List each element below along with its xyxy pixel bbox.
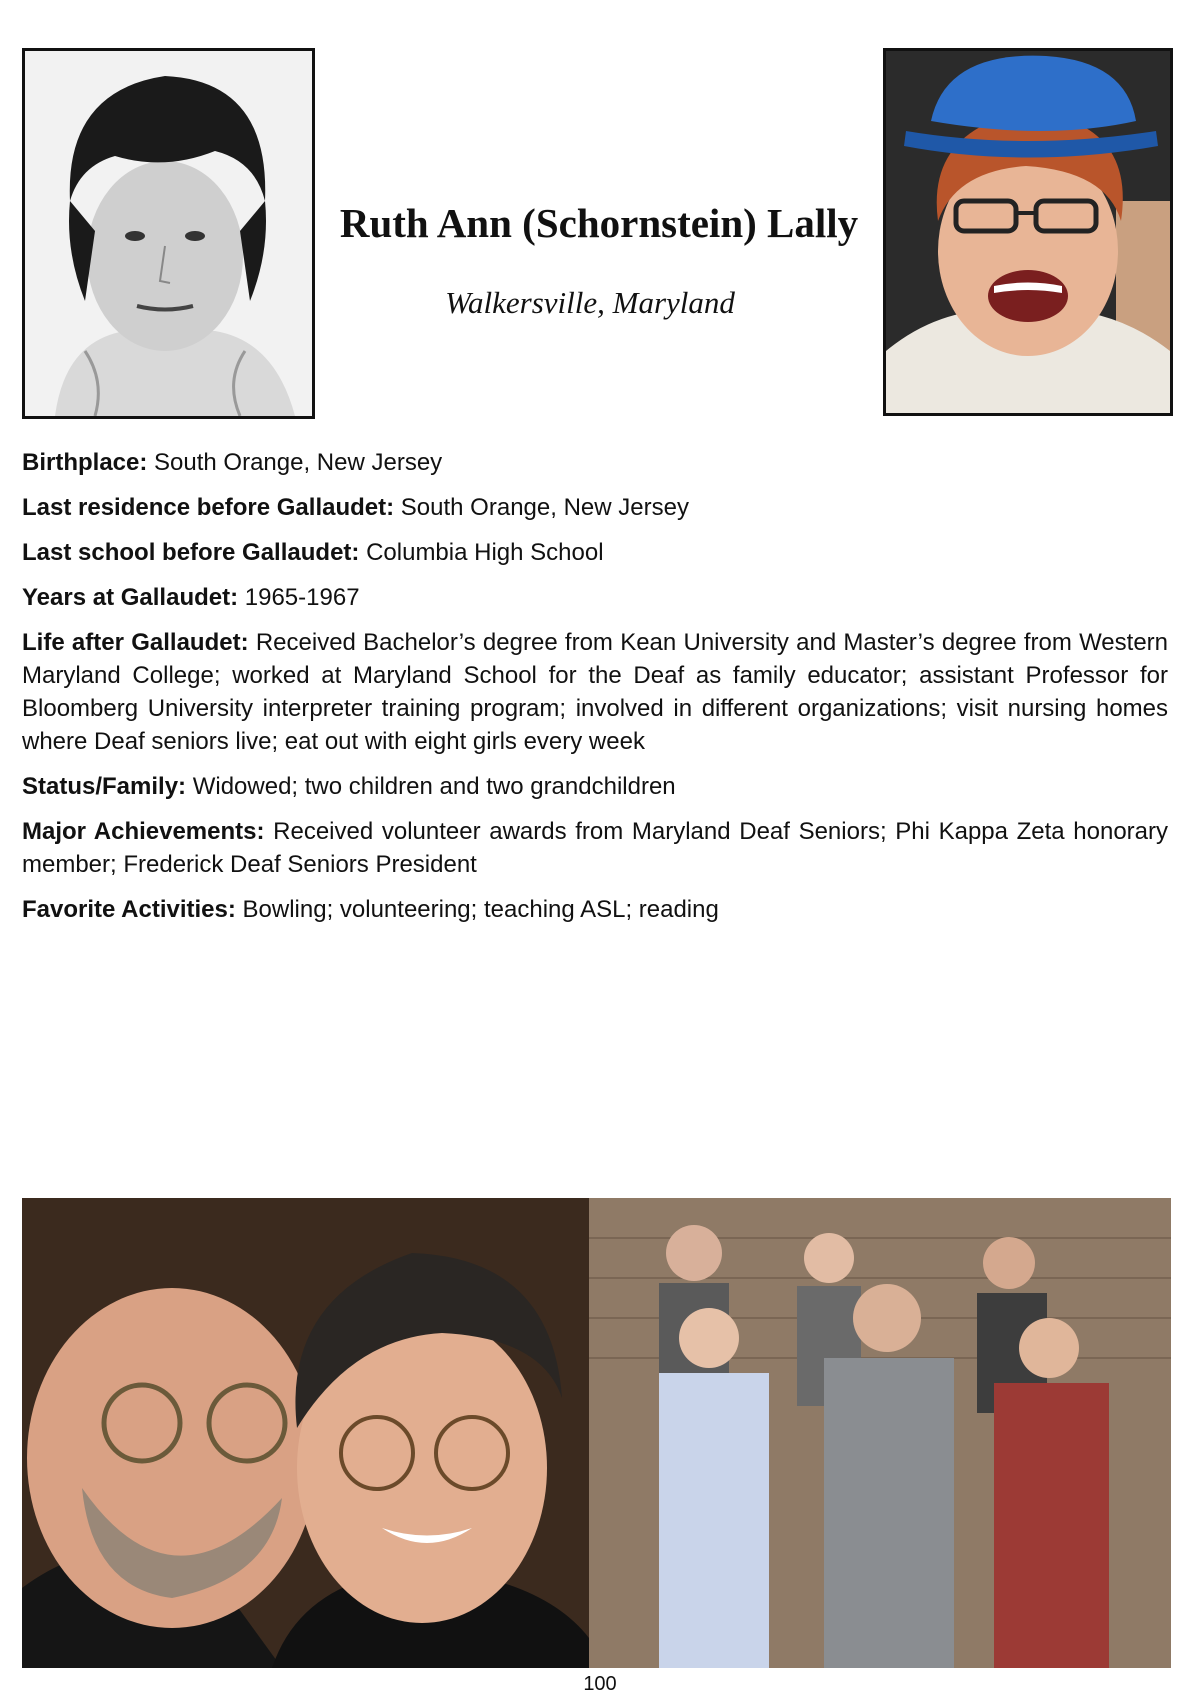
bio-label: Favorite Activities: <box>22 896 236 923</box>
bio-value: Received volunteer awards from Maryland Deaf Seniors; Phi Kappa Zeta honorary member; Frederick Deaf Seniors President <box>22 818 1169 878</box>
page-number: 100 <box>583 1673 617 1695</box>
bio-life-after-gallaudet <box>22 626 1168 758</box>
bio-value: South Orange, New Jersey <box>154 449 443 476</box>
bio-value: 1965-1967 <box>244 584 360 611</box>
family-image <box>589 1198 1171 1668</box>
bio-major-achievements <box>22 815 1168 881</box>
biography-section <box>22 446 1168 938</box>
family-photo <box>589 1198 1171 1668</box>
bio-label: Major Achievements: <box>22 818 265 845</box>
yearbook-portrait-image <box>25 51 312 416</box>
couple-image <box>22 1198 589 1668</box>
bio-value: Bowling; volunteering; teaching ASL; reading <box>242 896 719 923</box>
bio-birthplace <box>22 446 1168 479</box>
bio-value: Columbia High School <box>366 539 604 566</box>
bio-status-family <box>22 770 1168 803</box>
bio-favorite-activities <box>22 893 1168 926</box>
bio-label: Birthplace: <box>22 449 148 476</box>
recent-portrait-image <box>886 51 1170 413</box>
bio-last-residence <box>22 491 1168 524</box>
yearbook-portrait-photo <box>22 48 315 419</box>
couple-photo <box>22 1198 589 1668</box>
bio-label: Life after Gallaudet: <box>22 629 249 656</box>
profile-name: Ruth Ann (Schornstein) Lally <box>339 200 859 246</box>
bio-value: South Orange, New Jersey <box>400 494 689 521</box>
bio-value: Widowed; two children and two grandchildren <box>192 773 676 800</box>
bio-label: Last school before Gallaudet: <box>22 539 360 566</box>
bio-value: Received Bachelor’s degree from Kean University and Master’s degree from Western Maryland College; worked at Maryland School for the Deaf as family educator; assistant Professor for Bloomberg University interpreter training program; involved in different organizations; visit nursing homes where Deaf seniors live; eat out with eight girls every week <box>22 629 1169 755</box>
bio-label: Last residence before Gallaudet: <box>22 494 395 521</box>
profile-location: Walkersville, Maryland <box>445 285 735 320</box>
bio-label: Status/Family: <box>22 773 187 800</box>
bio-years-at-gallaudet <box>22 581 1168 614</box>
recent-portrait-photo <box>883 48 1173 416</box>
bio-label: Years at Gallaudet: <box>22 584 239 611</box>
bio-last-school <box>22 536 1168 569</box>
